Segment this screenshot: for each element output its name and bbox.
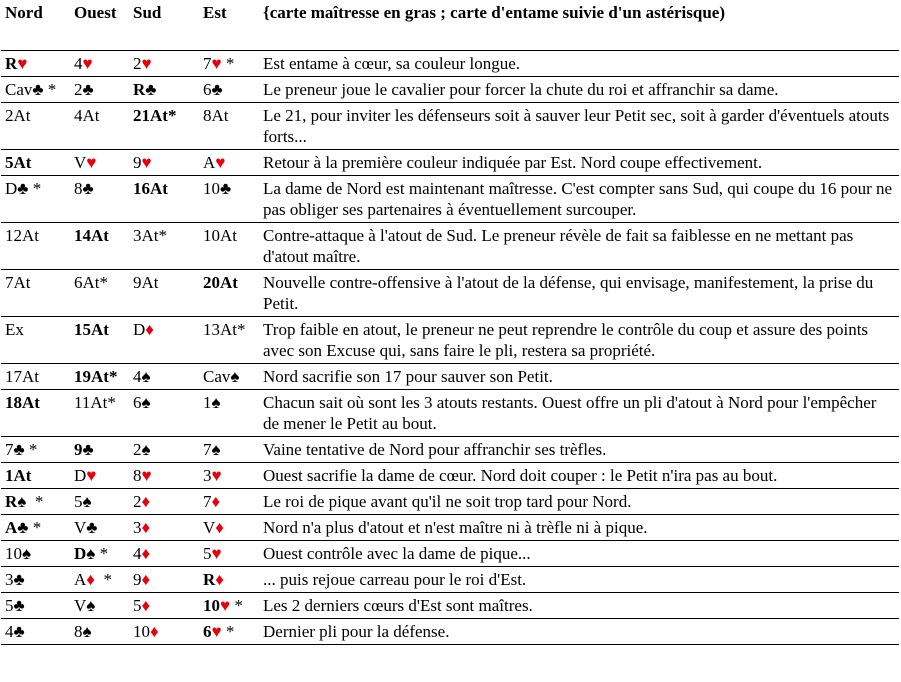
card-rank: 1At <box>5 466 32 485</box>
card-cell-nord <box>1 364 70 390</box>
table-row <box>1 270 899 317</box>
card-cell-sud <box>129 437 199 463</box>
suit-icon: ♦ <box>215 518 224 537</box>
card-rank: 5 <box>5 596 14 615</box>
card-cell-ouest <box>70 390 129 437</box>
table-row <box>1 567 899 593</box>
suit-icon: ♥ <box>211 466 222 485</box>
suit-icon: ♠ <box>211 440 221 459</box>
table-row <box>1 593 899 619</box>
card-cell-ouest <box>70 489 129 515</box>
card-cell-ouest <box>70 51 129 77</box>
card-rank: 4 <box>5 622 14 641</box>
suit-icon: ♠ <box>141 367 151 386</box>
card-cell-ouest <box>70 77 129 103</box>
card-cell-est <box>199 541 259 567</box>
suit-icon: ♣ <box>220 179 232 198</box>
card-rank: 9 <box>133 153 142 172</box>
card-cell-ouest <box>70 364 129 390</box>
card-rank: D <box>74 544 87 563</box>
card-cell-nord <box>1 317 70 364</box>
card-rank: 21At* <box>133 106 177 125</box>
table-row <box>1 51 899 77</box>
card-rank: 10At <box>203 226 237 245</box>
card-rank: 7 <box>203 440 212 459</box>
suit-icon: ♦ <box>141 492 151 511</box>
table-row <box>1 489 899 515</box>
card-rank: 9 <box>74 440 83 459</box>
card-cell-nord <box>1 515 70 541</box>
card-cell-sud <box>129 463 199 489</box>
suit-icon: ♥ <box>86 466 97 485</box>
card-rank: 5 <box>74 492 83 511</box>
card-cell-nord <box>1 176 70 223</box>
lead-asterisk: * <box>43 80 57 99</box>
suit-icon: ♣ <box>13 622 25 641</box>
lead-asterisk: * <box>28 179 42 198</box>
table-row <box>1 463 899 489</box>
header-nord: Nord <box>5 3 43 22</box>
card-rank: 2 <box>74 80 83 99</box>
table-row <box>1 103 899 150</box>
header-ouest: Ouest <box>74 3 117 22</box>
card-cell-est <box>199 489 259 515</box>
card-cell-sud <box>129 364 199 390</box>
lead-asterisk: * <box>221 54 235 73</box>
comment-cell: Trop faible en atout, le preneur ne peut reprendre le contrôle du coup et assure des points avec son Excuse qui, sans faire le pli, restera sa propriété. <box>259 317 899 364</box>
suit-icon: ♠ <box>230 367 240 386</box>
suit-icon: ♣ <box>82 80 94 99</box>
comment-cell: Nord sacrifie son 17 pour sauver son Petit. <box>259 364 899 390</box>
card-cell-nord <box>1 619 70 645</box>
card-rank: 7 <box>5 440 14 459</box>
header-row <box>1 0 899 28</box>
card-cell-est <box>199 390 259 437</box>
comment-cell: Ouest contrôle avec la dame de pique... <box>259 541 899 567</box>
comment-cell: Vaine tentative de Nord pour affranchir ses trèfles. <box>259 437 899 463</box>
card-cell-ouest <box>70 619 129 645</box>
card-cell-sud <box>129 51 199 77</box>
card-rank: 5At <box>5 153 32 172</box>
card-cell-nord <box>1 567 70 593</box>
table-row <box>1 77 899 103</box>
suit-icon: ♥ <box>86 153 97 172</box>
suit-icon: ♦ <box>150 622 159 641</box>
comment-cell: Chacun sait où sont les 3 atouts restants. Ouest offre un pli d'atout à Nord pour l'empêcher de mener le Petit au bout. <box>259 390 899 437</box>
table-row <box>1 619 899 645</box>
card-rank: V <box>203 518 216 537</box>
card-rank: 10 <box>203 179 220 198</box>
table-row <box>1 437 899 463</box>
card-cell-sud <box>129 77 199 103</box>
suit-icon: ♦ <box>86 570 95 589</box>
card-rank: D <box>74 466 87 485</box>
card-cell-ouest <box>70 270 129 317</box>
card-rank: 5 <box>133 596 142 615</box>
card-rank: 3 <box>133 518 142 537</box>
suit-icon: ♣ <box>17 179 29 198</box>
suit-icon: ♣ <box>32 80 44 99</box>
comment-cell: ... puis rejoue carreau pour le roi d'Est. <box>259 567 899 593</box>
card-cell-sud <box>129 390 199 437</box>
card-cell-nord <box>1 270 70 317</box>
lead-asterisk: * <box>28 518 42 537</box>
card-cell-ouest <box>70 317 129 364</box>
card-cell-ouest <box>70 463 129 489</box>
comment-cell: La dame de Nord est maintenant maîtresse. C'est compter sans Sud, qui coupe du 16 pour ne pas obliger ses partenaires à éventuellement surcouper. <box>259 176 899 223</box>
card-rank: 15At <box>74 320 109 339</box>
card-rank: 6 <box>203 80 212 99</box>
card-rank: A <box>74 570 87 589</box>
card-cell-sud <box>129 567 199 593</box>
suit-icon: ♣ <box>13 596 25 615</box>
comment-cell: Contre-attaque à l'atout de Sud. Le preneur révèle de fait sa faiblesse en ne mettant pas d'atout maître. <box>259 223 899 270</box>
suit-icon: ♦ <box>141 596 151 615</box>
card-cell-sud <box>129 223 199 270</box>
card-cell-nord <box>1 103 70 150</box>
card-cell-sud <box>129 489 199 515</box>
comment-cell: Nouvelle contre-offensive à l'atout de la défense, qui envisage, manifestement, la prise du Petit. <box>259 270 899 317</box>
card-rank: 2 <box>133 54 142 73</box>
card-rank: 1 <box>203 393 212 412</box>
suit-icon: ♠ <box>82 492 92 511</box>
suit-icon: ♣ <box>86 518 98 537</box>
table-row <box>1 515 899 541</box>
lead-asterisk: * <box>95 544 109 563</box>
comment-cell: Les 2 derniers cœurs d'Est sont maîtres. <box>259 593 899 619</box>
card-rank: 7 <box>203 492 212 511</box>
card-rank: 9At <box>133 273 159 292</box>
card-cell-est <box>199 317 259 364</box>
card-rank: 3 <box>203 466 212 485</box>
card-cell-est <box>199 270 259 317</box>
suit-icon: ♣ <box>211 80 223 99</box>
card-cell-ouest <box>70 150 129 176</box>
card-rank: 17At <box>5 367 39 386</box>
card-cell-nord <box>1 223 70 270</box>
suit-icon: ♦ <box>141 544 151 563</box>
suit-icon: ♥ <box>141 153 152 172</box>
card-rank: 18At <box>5 393 40 412</box>
suit-icon: ♥ <box>141 54 152 73</box>
card-cell-ouest <box>70 176 129 223</box>
card-cell-ouest <box>70 541 129 567</box>
card-cell-ouest <box>70 593 129 619</box>
card-rank: R <box>133 80 146 99</box>
card-cell-nord <box>1 51 70 77</box>
suit-icon: ♦ <box>211 492 221 511</box>
card-cell-est <box>199 463 259 489</box>
card-rank: Cav <box>203 367 231 386</box>
card-cell-nord <box>1 541 70 567</box>
card-cell-nord <box>1 593 70 619</box>
comment-cell: Est entame à cœur, sa couleur longue. <box>259 51 899 77</box>
suit-icon: ♣ <box>13 440 25 459</box>
table-row <box>1 317 899 364</box>
table-row <box>1 390 899 437</box>
lead-asterisk: * <box>221 622 235 641</box>
suit-icon: ♠ <box>17 492 27 511</box>
card-rank: 14At <box>74 226 109 245</box>
suit-icon: ♥ <box>141 466 152 485</box>
card-rank: 2 <box>133 492 142 511</box>
header-est: Est <box>203 3 227 22</box>
card-cell-sud <box>129 317 199 364</box>
card-rank: R <box>203 570 216 589</box>
suit-icon: ♣ <box>17 518 29 537</box>
suit-icon: ♠ <box>82 622 92 641</box>
suit-icon: ♥ <box>211 622 222 641</box>
card-cell-est <box>199 567 259 593</box>
card-cell-est <box>199 593 259 619</box>
card-rank: 6At* <box>74 273 108 292</box>
card-rank: V <box>74 153 87 172</box>
card-cell-est <box>199 223 259 270</box>
card-cell-ouest <box>70 437 129 463</box>
suit-icon: ♣ <box>82 440 94 459</box>
header-sud: Sud <box>133 3 162 22</box>
card-rank: 4 <box>133 544 142 563</box>
comment-cell: Dernier pli pour la défense. <box>259 619 899 645</box>
card-rank: A <box>203 153 216 172</box>
card-rank: 7At <box>5 273 31 292</box>
card-rank: 20At <box>203 273 238 292</box>
suit-icon: ♥ <box>215 153 226 172</box>
suit-icon: ♥ <box>17 54 28 73</box>
card-cell-nord <box>1 437 70 463</box>
comment-cell: Ouest sacrifie la dame de cœur. Nord doit couper : le Petit n'ira pas au bout. <box>259 463 899 489</box>
card-rank: Cav <box>5 80 33 99</box>
card-rank: 7 <box>203 54 212 73</box>
card-cell-sud <box>129 103 199 150</box>
card-rank: 8At <box>203 106 229 125</box>
lead-asterisk: * <box>26 492 44 511</box>
suit-icon: ♣ <box>13 570 25 589</box>
card-rank: V <box>74 596 87 615</box>
card-cell-nord <box>1 463 70 489</box>
card-cell-sud <box>129 270 199 317</box>
card-rank: 10 <box>203 596 220 615</box>
suit-icon: ♣ <box>145 80 157 99</box>
lead-asterisk: * <box>230 596 243 615</box>
comment-cell: Retour à la première couleur indiquée par Est. Nord coupe effectivement. <box>259 150 899 176</box>
suit-icon: ♦ <box>145 320 154 339</box>
card-rank: 10 <box>133 622 150 641</box>
card-rank: 16At <box>133 179 168 198</box>
suit-icon: ♠ <box>86 596 96 615</box>
suit-icon: ♠ <box>22 544 32 563</box>
comment-cell: Le roi de pique avant qu'il ne soit trop tard pour Nord. <box>259 489 899 515</box>
suit-icon: ♦ <box>215 570 224 589</box>
card-play-table <box>1 0 899 645</box>
card-rank: 13At* <box>203 320 246 339</box>
card-rank: 10 <box>5 544 22 563</box>
card-cell-est <box>199 619 259 645</box>
suit-icon: ♥ <box>211 544 222 563</box>
card-rank: 8 <box>74 179 83 198</box>
comment-cell: Le 21, pour inviter les défenseurs soit à sauver leur Petit sec, soit à garder d'éventuels atouts forts... <box>259 103 899 150</box>
card-rank: 6 <box>203 622 212 641</box>
card-cell-nord <box>1 489 70 515</box>
lead-asterisk: * <box>24 440 38 459</box>
card-cell-est <box>199 51 259 77</box>
card-cell-sud <box>129 593 199 619</box>
lead-asterisk: * <box>94 570 112 589</box>
card-cell-ouest <box>70 515 129 541</box>
table-row <box>1 150 899 176</box>
comment-cell: Le preneur joue le cavalier pour forcer la chute du roi et affranchir sa dame. <box>259 77 899 103</box>
card-cell-sud <box>129 176 199 223</box>
card-cell-ouest <box>70 103 129 150</box>
card-rank: 8 <box>133 466 142 485</box>
card-cell-sud <box>129 619 199 645</box>
card-cell-est <box>199 364 259 390</box>
card-cell-est <box>199 77 259 103</box>
card-rank: 4 <box>74 54 83 73</box>
card-rank: 4At <box>74 106 100 125</box>
card-cell-est <box>199 515 259 541</box>
card-rank: 6 <box>133 393 142 412</box>
table-row <box>1 541 899 567</box>
card-cell-est <box>199 150 259 176</box>
suit-icon: ♠ <box>141 440 151 459</box>
suit-icon: ♦ <box>141 570 151 589</box>
table-row <box>1 223 899 270</box>
card-cell-ouest <box>70 567 129 593</box>
comment-cell: Nord n'a plus d'atout et n'est maître ni à trèfle ni à pique. <box>259 515 899 541</box>
card-rank: 3At* <box>133 226 167 245</box>
card-cell-nord <box>1 390 70 437</box>
card-cell-sud <box>129 150 199 176</box>
suit-icon: ♣ <box>82 179 94 198</box>
table-body <box>1 28 899 645</box>
card-rank: 9 <box>133 570 142 589</box>
card-rank: 5 <box>203 544 212 563</box>
card-cell-nord <box>1 77 70 103</box>
suit-icon: ♥ <box>211 54 222 73</box>
header-legend-note: {carte maîtresse en gras ; carte d'entame suivie d'un astérisque) <box>263 3 725 22</box>
card-cell-nord <box>1 150 70 176</box>
suit-icon: ♥ <box>220 596 231 615</box>
card-rank: 3 <box>5 570 14 589</box>
card-rank: R <box>5 492 18 511</box>
card-rank: A <box>5 518 18 537</box>
suit-icon: ♠ <box>141 393 151 412</box>
suit-icon: ♥ <box>82 54 93 73</box>
card-rank: 2At <box>5 106 31 125</box>
card-cell-est <box>199 103 259 150</box>
card-rank: V <box>74 518 87 537</box>
suit-icon: ♠ <box>211 393 221 412</box>
card-cell-ouest <box>70 223 129 270</box>
card-rank: D <box>5 179 18 198</box>
card-rank: 8 <box>74 622 83 641</box>
card-rank: 2 <box>133 440 142 459</box>
spacer-row <box>1 28 899 51</box>
card-rank: 12At <box>5 226 39 245</box>
card-rank: R <box>5 54 18 73</box>
suit-icon: ♦ <box>141 518 151 537</box>
table-row <box>1 176 899 223</box>
suit-icon: ♠ <box>86 544 96 563</box>
card-rank: 11At* <box>74 393 116 412</box>
card-rank: 4 <box>133 367 142 386</box>
card-cell-est <box>199 176 259 223</box>
card-cell-est <box>199 437 259 463</box>
card-rank: D <box>133 320 146 339</box>
card-cell-sud <box>129 541 199 567</box>
card-rank: 19At* <box>74 367 118 386</box>
table-row <box>1 364 899 390</box>
card-rank: Ex <box>5 320 24 339</box>
card-cell-sud <box>129 515 199 541</box>
